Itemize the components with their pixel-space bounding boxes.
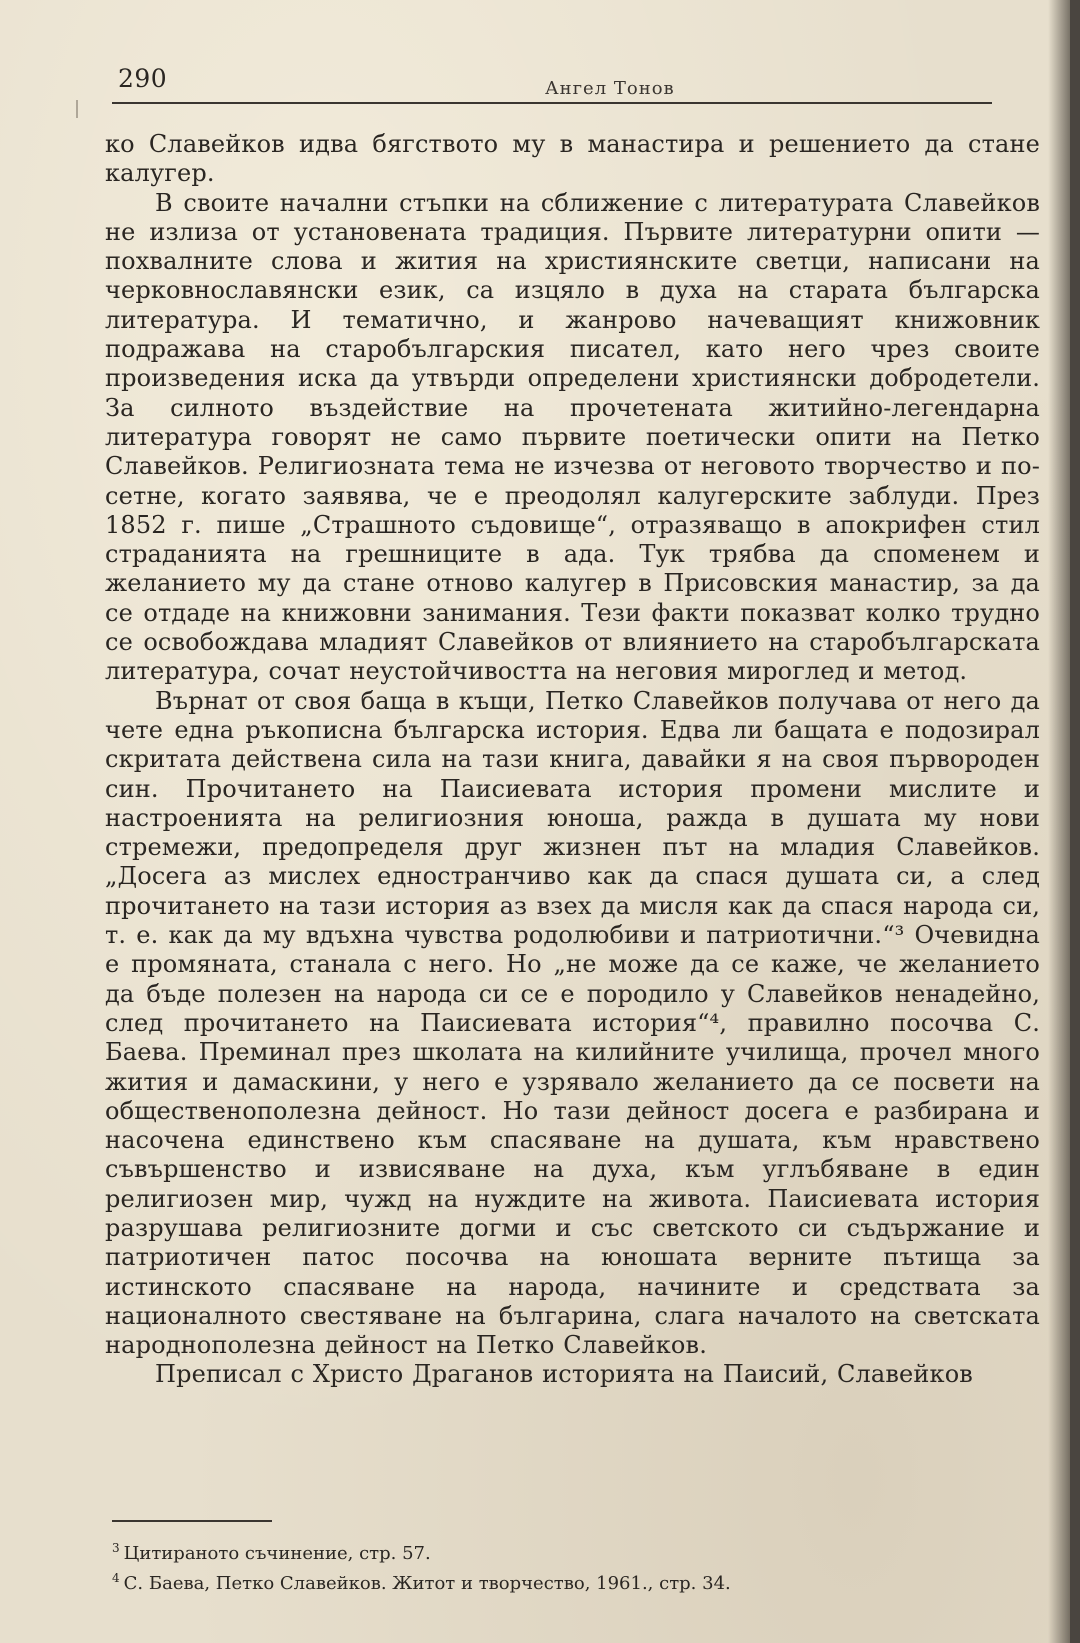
page-number: 290 <box>118 64 168 93</box>
spine-shadow <box>1048 0 1070 1643</box>
page-header <box>112 60 1052 104</box>
footnote-text: Цитираното съчинение, стр. 57. <box>123 1542 431 1564</box>
footnote-text: С. Баева, Петко Славейков. Житот и творчество, 1961., стр. 34. <box>123 1572 731 1594</box>
paragraph: Преписал с Христо Драганов историята на Паисий, Славейков <box>155 1360 973 1389</box>
paragraph: Върнат от своя баща в къщи, Петко Славейков получава от него да чете една ръкописна българска история. Едва ли бащата е подозирал скритата действена сила на тази книга, давайки я на своя първороден син. Прочитането на Паисиевата история промени мислите и настроенията на религиозния юноша, ражда в душата му нови стремежи, предопределя друг жизнен път на младия Славейков. „Досега аз мислех едностранчиво как да спася душата си, а след прочитането на тази история аз взех да мисля как да спася народа си, т. е. как да му вдъхна чувства родолюбиви и патриотични.“³ Очевидна е промяната, станала с него. Но „не може да се каже, че желанието да бъде полезен на народа си се е породило у Славейков ненадейно, след прочитането на Паисиевата история“⁴, правилно посочва С. Баева. Преминал през школата на килийните училища, прочел много жития и дамаскини, у него е узрявало желанието да се посвети на общественополезна дейност. Но тази дейност досега е разбирана и насочена единствено към спасяване на душата, към нравствено съвършенство и извисяване на духа, към углъбяване в един религиозен мир, чужд на нуждите на живота. Паисиевата история разрушава религиозните догми и със светското си съдържание и патриотичен патос посочва на юношата верните пътища за истинското спасяване на народа, начините и средствата за националното свестяване на българина, слага началото на светската народнополезна дейност на Петко Славейков. <box>105 686 1040 1360</box>
footnote-mark: 3 <box>112 1540 120 1555</box>
page-mark <box>76 100 78 118</box>
header-rule <box>112 102 992 104</box>
footnote-rule <box>112 1520 272 1522</box>
running-head: Ангел Тонов <box>545 78 675 99</box>
paragraph-continuation: ко Славейков идва бягството му в манастира и решението да стане калугер. <box>105 130 1040 188</box>
paragraph: В своите начални стъпки на сближение с литературата Славейков не излиза от установената традиция. Първите литературни опити — похвалните слова и жития на християнските светци, написани на черковнославянски език, са изцяло в духа на старата българска литература. И тематично, и жанрово начеващият книжовник подражава на старобългарския писател, като него чрез своите произведения иска да утвърди определени християнски добродетели. За силното въздействие на прочетената житийно-легендарна литература говорят не само първите поетически опити на Петко Славейков. Религиозната тема не изчезва от неговото творчество и по-сетне, когато заявява, че е преодолял калугерските заблуди. През 1852 г. пише „Страшното съдовище“, отразяващо в апокрифен стил страданията на грешниците в ада. Тук трябва да споменем и желанието му да стане отново калугер в Присовския манастир, за да се отдаде на книжовни занимания. Тези факти показват колко трудно се освобождава младият Славейков от влиянието на старобългарската литература, сочат неустойчивостта на неговия мироглед и метод. <box>105 188 1040 686</box>
body-text <box>105 130 1040 1390</box>
footnote <box>112 1536 1012 1566</box>
footnote <box>112 1566 1012 1596</box>
footnotes <box>112 1520 1012 1596</box>
footnote-mark: 4 <box>112 1570 120 1585</box>
